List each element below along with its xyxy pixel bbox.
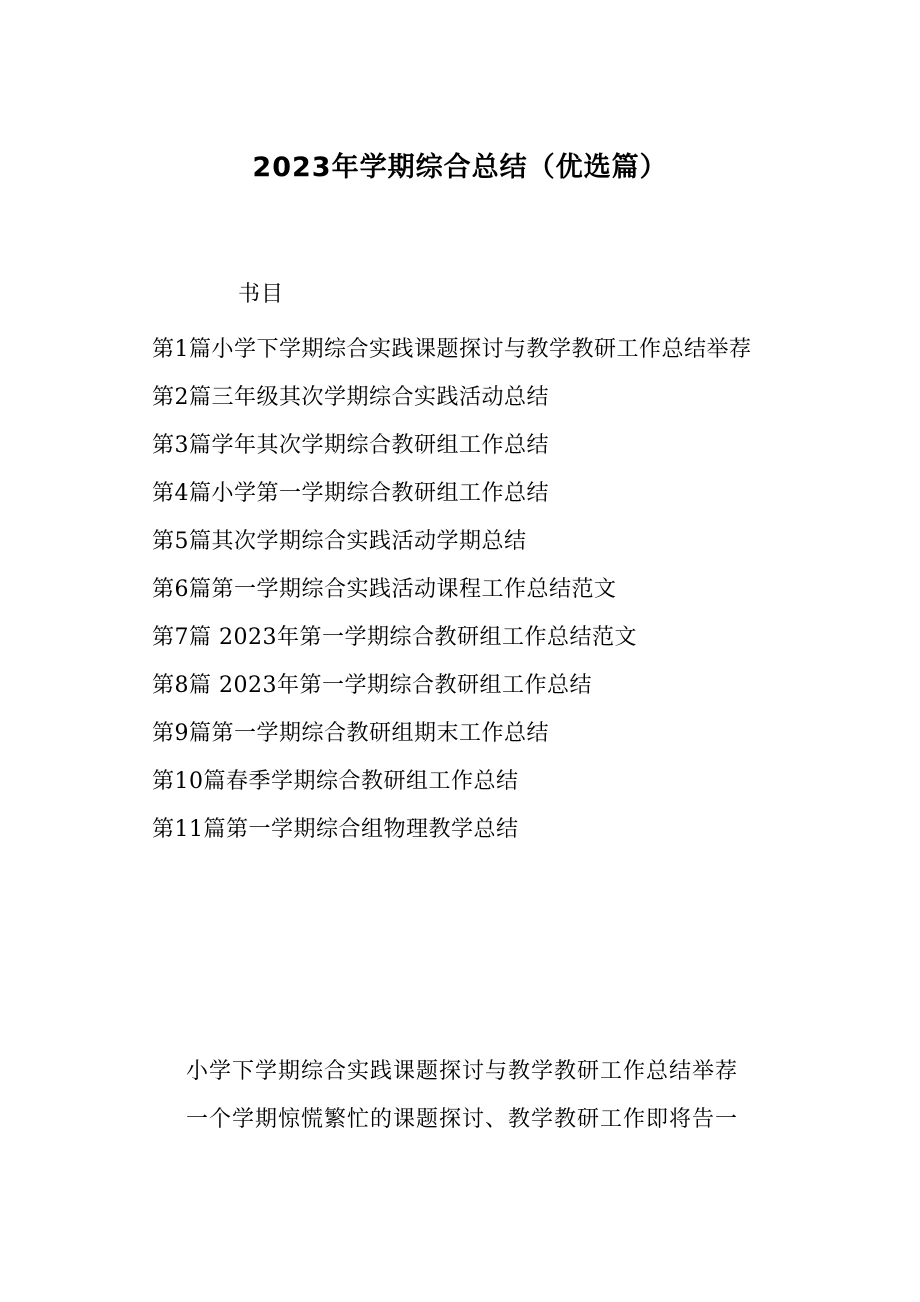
toc-item-8: 第8篇 2023年第一学期综合教研组工作总结 — [152, 673, 592, 698]
toc-item-2: 第2篇三年级其次学期综合实践活动总结 — [152, 385, 549, 410]
table-of-contents — [140, 326, 790, 854]
body-text — [140, 1048, 790, 1144]
toc-item-1: 第1篇小学下学期综合实践课题探讨与教学教研工作总结举荐 — [152, 337, 752, 362]
toc-item-10: 第10篇春季学期综合教研组工作总结 — [152, 769, 519, 794]
toc-heading: 书目 — [238, 282, 285, 307]
toc-item-9: 第9篇第一学期综合教研组期末工作总结 — [152, 721, 549, 746]
toc-item-11: 第11篇第一学期综合组物理教学总结 — [152, 817, 519, 842]
section-heading: 小学下学期综合实践课题探讨与教学教研工作总结举荐 — [186, 1059, 739, 1084]
toc-item-5: 第5篇其次学期综合实践活动学期总结 — [152, 529, 527, 554]
toc-item-7: 第7篇 2023年第一学期综合教研组工作总结范文 — [152, 625, 637, 650]
document-title: 2023年学期综合总结（优选篇） — [252, 152, 668, 183]
toc-item-3: 第3篇学年其次学期综合教研组工作总结 — [152, 433, 549, 458]
toc-item-4: 第4篇小学第一学期综合教研组工作总结 — [152, 481, 549, 506]
body-paragraph: 一个学期惊慌繁忙的课题探讨、教学教研工作即将告一 — [186, 1107, 739, 1132]
toc-item-6: 第6篇第一学期综合实践活动课程工作总结范文 — [152, 577, 617, 602]
